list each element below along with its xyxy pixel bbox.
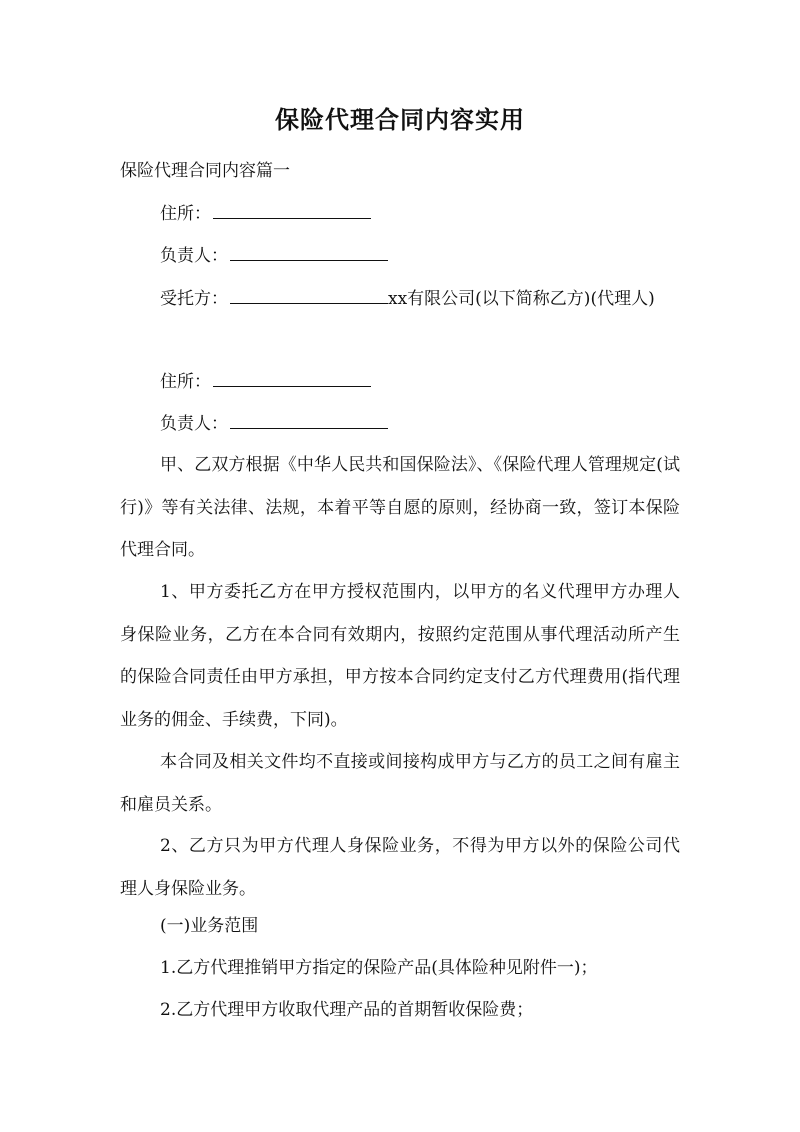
party-b-principal-blank xyxy=(230,412,388,429)
paragraph-intro: 甲、乙双方根据《中华人民共和国保险法》、《保险代理人管理规定(试行)》等有关法律、法规，本着平等自愿的原则，经协商一致，签订本保险代理合同。 xyxy=(120,455,680,560)
party-b-address-label: 住所： xyxy=(160,372,211,392)
party-a-principal-label: 负责人： xyxy=(160,246,228,266)
party-b-address-field xyxy=(160,364,371,400)
party-a-address-blank xyxy=(213,202,371,219)
party-a-principal-field xyxy=(160,238,388,274)
section-heading: 保险代理合同内容篇一 xyxy=(120,161,290,181)
party-b-principal-field xyxy=(160,406,388,442)
party-b-principal-label: 负责人： xyxy=(160,414,228,434)
paragraph-clause-1: 1、甲方委托乙方在甲方授权范围内，以甲方的名义代理甲方办理人身保险业务，乙方在本合同有效期内，按照约定范围从事代理活动所产生的保险合同责任由甲方承担，甲方按本合同约定支付乙方代理费用(指代理业务的佣金、手续费，下同)。 xyxy=(120,582,680,730)
party-b-agent-field xyxy=(120,278,680,320)
party-b-agent-label: 受托方： xyxy=(160,289,228,309)
document-title: 保险代理合同内容实用 xyxy=(275,105,525,134)
scope-heading: (一)业务范围 xyxy=(160,916,259,936)
scope-item-2: 2.乙方代理甲方收取代理产品的首期暂收保险费； xyxy=(160,1000,534,1020)
paragraph-clause-2: 2、乙方只为甲方代理人身保险业务，不得为甲方以外的保险公司代理人身保险业务。 xyxy=(120,836,680,899)
party-a-address-label: 住所： xyxy=(160,204,211,224)
party-b-agent-blank xyxy=(230,287,388,304)
party-b-agent-suffix: xx有限公司(以下简称乙方)(代理人) xyxy=(388,289,655,309)
scope-item-1: 1.乙方代理推销甲方指定的保险产品(具体险种见附件一)； xyxy=(160,958,598,978)
paragraph-no-employment: 本合同及相关文件均不直接或间接构成甲方与乙方的员工之间有雇主和雇员关系。 xyxy=(120,752,680,815)
party-b-address-blank xyxy=(213,370,371,387)
party-a-principal-blank xyxy=(230,244,388,261)
party-a-address-field xyxy=(160,196,371,232)
